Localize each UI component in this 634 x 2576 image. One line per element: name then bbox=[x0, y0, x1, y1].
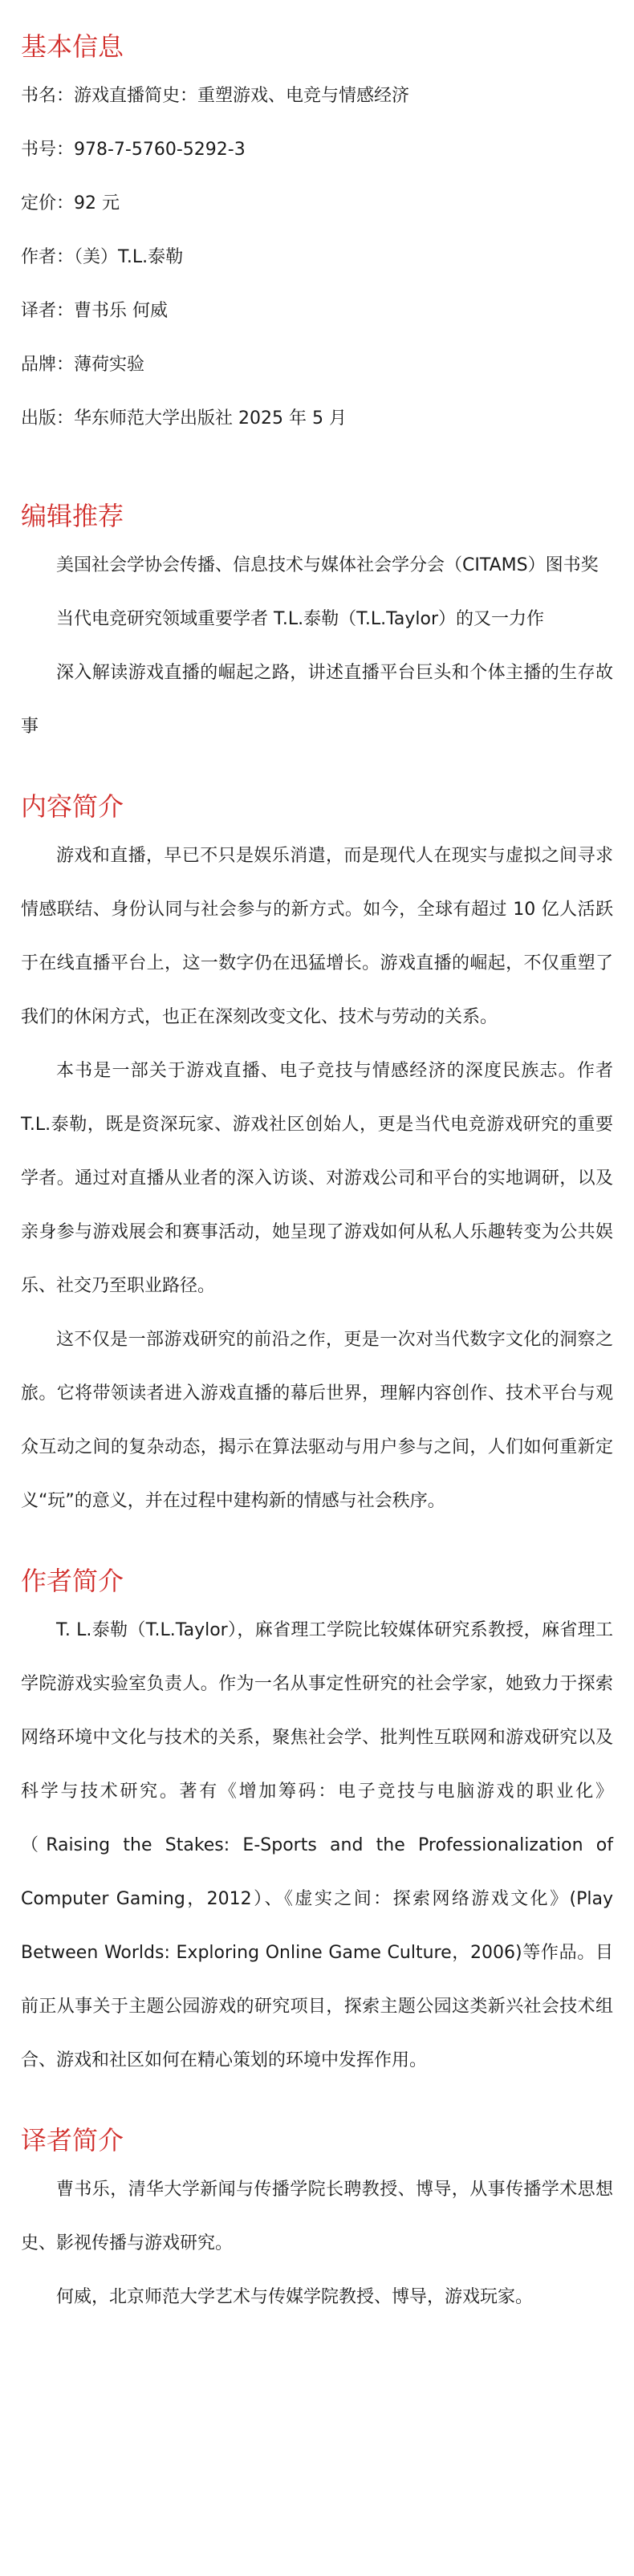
recommend-paragraph: 当代电竞研究领域重要学者 T.L.泰勒（T.L.Taylor）的又一力作 bbox=[56, 609, 545, 629]
info-brand: 品牌：薄荷实验 bbox=[21, 355, 145, 375]
section-title-content-summary: 内容简介 bbox=[21, 791, 124, 822]
section-title-basic-info: 基本信息 bbox=[21, 31, 124, 62]
summary-paragraph: 这不仅是一部游戏研究的前沿之作，更是一次对当代数字文化的洞察之旅。它将带领读者进入游戏直播的幕后世界，理解内容创作、技术平台与观众互动之间的复杂动态，揭示在算法驱动与用户参与之间，人们如何重新定义“玩”的意义，并在过程中建构新的情感与社会秩序。 bbox=[21, 1330, 613, 1511]
recommend-paragraph: 深入解读游戏直播的崛起之路，讲述直播平台巨头和个体主播的生存故事 bbox=[21, 663, 613, 737]
content-summary-section bbox=[21, 784, 613, 1528]
translator-paragraph: 何威，北京师范大学艺术与传媒学院教授、博导，游戏玩家。 bbox=[56, 2287, 534, 2307]
section-title-translator-bio: 译者简介 bbox=[21, 2125, 124, 2155]
author-paragraph: T. L.泰勒（T.L.Taylor），麻省理工学院比较媒体研究系教授，麻省理工学院游戏实验室负责人。作为一名从事定性研究的社会学家，她致力于探索网络环境中文化与技术的关系，聚焦社会学、批判性互联网和游戏研究以及科学与技术研究。著有《增加筹码：电子竞技与电脑游戏的职业化》（Raising the Stakes: E-Sports and the Professionalization of Computer Gaming，2012）、《虚实之间：探索网络游戏文化》(Play Between Worlds: Exploring Online Game Culture，2006)等作品。目前正从事关于主题公园游戏的研究项目，探索主题公园这类新兴社会技术组合、游戏和社区如何在精心策划的环境中发挥作用。 bbox=[21, 1620, 613, 2070]
info-price: 定价：92 元 bbox=[21, 193, 120, 213]
section-title-editor-recommend: 编辑推荐 bbox=[21, 501, 124, 531]
summary-paragraph: 游戏和直播，早已不只是娱乐消遣，而是现代人在现实与虚拟之间寻求情感联结、身份认同与社会参与的新方式。如今，全球有超过 10 亿人活跃于在线直播平台上，这一数字仍在迅猛增长。游戏直播的崛起，不仅重塑了我们的休闲方式，也正在深刻改变文化、技术与劳动的关系。 bbox=[21, 846, 613, 1027]
info-publisher: 出版：华东师范大学出版社 2025 年 5 月 bbox=[21, 408, 347, 429]
translator-paragraph: 曹书乐，清华大学新闻与传播学院长聘教授、博导，从事传播学术思想史、影视传播与游戏研究。 bbox=[21, 2180, 613, 2253]
basic-info-list bbox=[21, 69, 613, 445]
editor-recommend-section bbox=[21, 494, 613, 754]
basic-info-section bbox=[21, 24, 613, 445]
recommend-paragraph: 美国社会学协会传播、信息技术与媒体社会学分会（CITAMS）图书奖 bbox=[56, 555, 599, 575]
info-isbn: 书号：978-7-5760-5292-3 bbox=[21, 140, 246, 160]
info-book-title: 书名：游戏直播简史：重塑游戏、电竞与情感经济 bbox=[21, 86, 410, 106]
info-translator: 译者：曹书乐 何威 bbox=[21, 301, 168, 321]
translator-bio-section bbox=[21, 2118, 613, 2324]
author-bio-section bbox=[21, 1558, 613, 2087]
info-author: 作者：（美）T.L.泰勒 bbox=[21, 247, 184, 267]
summary-paragraph: 本书是一部关于游戏直播、电子竞技与情感经济的深度民族志。作者 T.L.泰勒，既是资深玩家、游戏社区创始人，更是当代电竞游戏研究的重要学者。通过对直播从业者的深入访谈、对游戏公司和平台的实地调研，以及亲身参与游戏展会和赛事活动，她呈现了游戏如何从私人乐趣转变为公共娱乐、社交乃至职业路径。 bbox=[21, 1061, 613, 1296]
section-title-author-bio: 作者简介 bbox=[21, 1566, 124, 1596]
